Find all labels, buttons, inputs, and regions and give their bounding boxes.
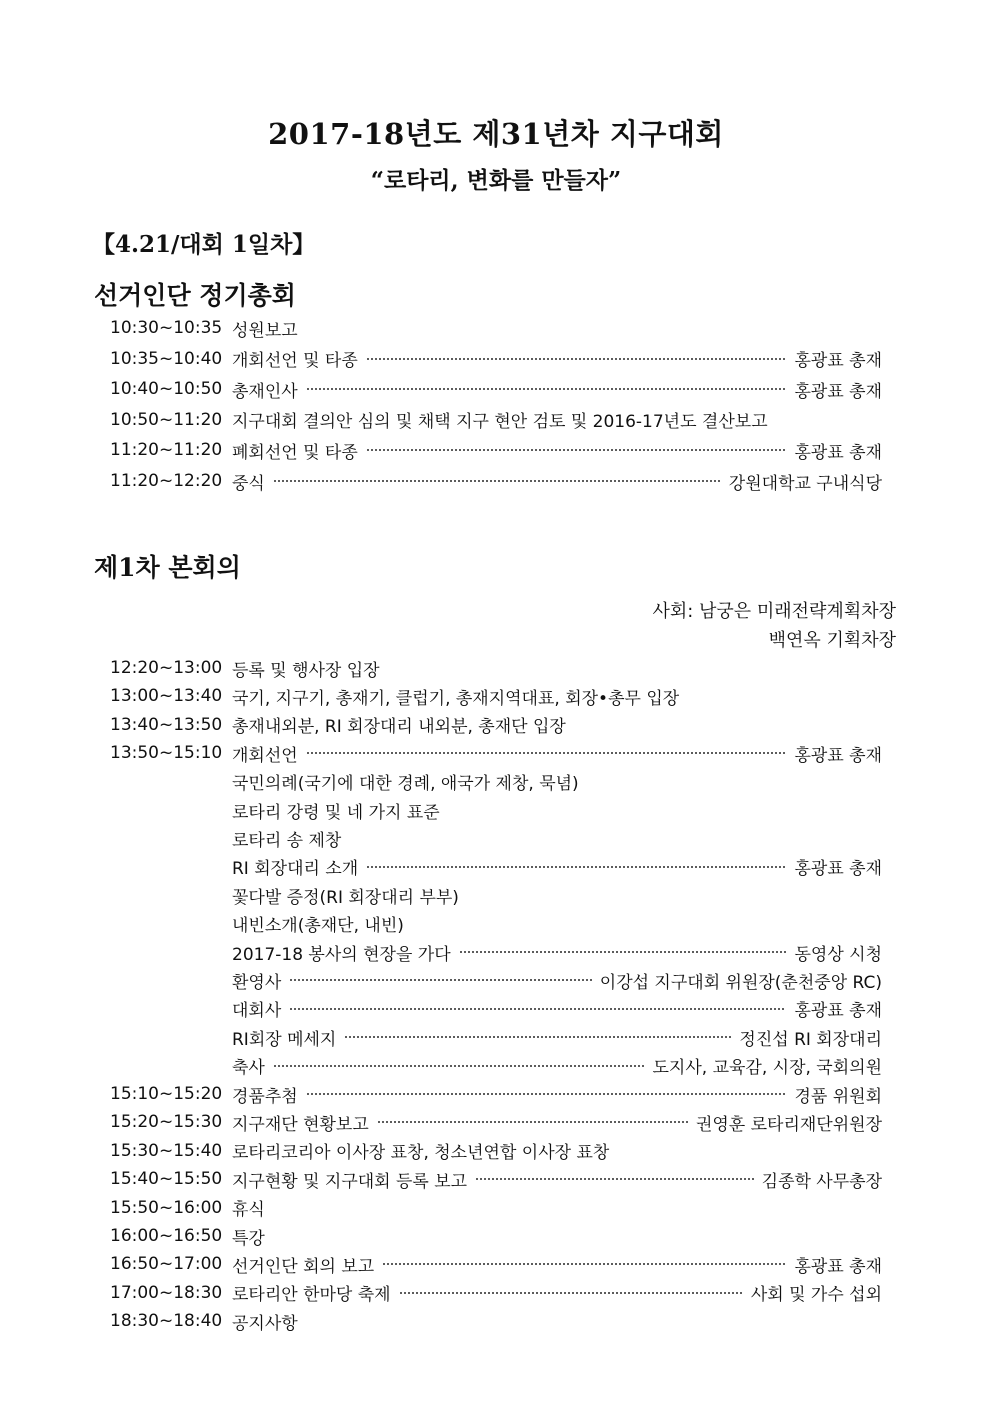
schedule-item: 폐회선언 및 타종 [232,442,358,463]
dot-leader [306,1092,787,1096]
schedule-item: 대회사 [232,1001,282,1022]
schedule-person: 홍광표 총재 [794,381,882,402]
schedule-item: RI 회장대리 소개 [232,859,359,880]
schedule-row [110,467,882,495]
schedule-item: 2017-18 봉사의 현장을 가다 [232,944,451,965]
dot-leader [459,950,787,954]
schedule-row [110,711,882,739]
schedule-item: 휴식 [232,1200,265,1221]
schedule-person: 홍광표 총재 [794,1256,882,1277]
schedule-item: 총재내외분, RI 회장대리 내외분, 총재단 입장 [232,717,566,738]
schedule-item: 개회선언 [232,745,298,766]
schedule-item: 개회선언 및 타종 [232,351,358,372]
schedule-row [110,1222,882,1250]
schedule-item: 꽃다발 증정(RI 회장대리 부부) [232,887,459,908]
schedule-row [110,345,882,373]
schedule-person: 이강섭 지구대회 위원장(춘천중앙 RC) [599,972,882,993]
schedule-item: 등록 및 행사장 입장 [232,660,380,681]
schedule-item: 특강 [232,1228,265,1249]
schedule-time: 10:35~10:40 [110,348,223,369]
schedule-item: 로타리코리아 이사장 표창, 청소년연합 이사장 표창 [232,1143,610,1164]
schedule-row [110,654,882,682]
schedule-item: 선거인단 회의 보고 [232,1256,375,1277]
schedule-person: 홍광표 총재 [794,859,882,880]
dot-leader [366,865,786,869]
schedule-person: 홍광표 총재 [794,442,882,463]
schedule-time: 18:30~18:40 [110,1311,223,1332]
schedule-row [110,1307,882,1335]
schedule-row [110,1080,882,1108]
dot-leader [475,1177,754,1181]
dot-leader [377,1120,688,1124]
schedule-time: 15:10~15:20 [110,1084,223,1104]
schedule-item: 총재인사 [232,381,298,402]
dot-leader [382,1262,786,1266]
schedule-time: 13:40~13:50 [110,714,223,735]
schedule-time: 10:50~11:20 [110,409,223,430]
schedule-item: 국민의례(국기에 대한 경례, 애국가 제창, 묵념) [232,774,579,795]
schedule-person: 도지사, 교육감, 시장, 국회의원 [652,1058,882,1079]
schedule-person: 경품 위원회 [794,1086,882,1107]
dot-leader [289,1007,786,1011]
schedule-person: 사회 및 가수 섭외 [750,1285,882,1306]
section-heading-assembly: 선거인단 정기총회 [94,281,296,310]
schedule-time: 11:20~11:20 [110,440,223,461]
schedule-item: 지구재단 현황보고 [232,1114,369,1135]
schedule-time: 12:20~13:00 [110,658,223,678]
schedule-time: 15:30~15:40 [110,1140,223,1161]
schedule-row [110,1194,882,1222]
schedule-row [110,1023,882,1051]
document-subtitle: “로타리, 변화를 만들자” [370,167,622,194]
schedule-row [110,995,882,1023]
schedule-item: 국기, 지구기, 총재기, 클럽기, 총재지역대표, 회장•총무 입장 [232,688,680,709]
dot-leader [366,357,787,361]
schedule-time: 13:50~15:10 [110,743,223,764]
schedule-time: 10:30~10:35 [110,318,223,338]
dot-leader [273,479,721,483]
schedule-row [110,881,882,909]
schedule-time: 15:40~15:50 [110,1169,223,1190]
section-heading-plenary: 제1차 본회의 [94,553,241,582]
schedule-row [110,910,882,938]
schedule-row [110,375,882,403]
schedule-row [110,824,882,852]
schedule-time: 13:00~13:40 [110,686,223,707]
schedule-row [110,768,882,796]
schedule-person: 동영상 시청 [794,944,882,965]
host-line-2: 백연옥 기획차장 [768,630,896,651]
host-line-1: 사회: 남궁은 미래전략계획차장 [652,601,896,622]
schedule-row [110,739,882,767]
schedule-person: 홍광표 총재 [794,745,882,766]
schedule-person: 정진섭 RI 회장대리 [739,1029,882,1050]
dot-leader [273,1064,645,1068]
schedule-person: 홍광표 총재 [794,1001,882,1022]
dot-leader [399,1291,743,1295]
day-heading: 【4.21/대회 1일차】 [92,231,316,258]
schedule-item: 경품추첨 [232,1086,298,1107]
schedule-item: 로타리 송 제창 [232,830,342,851]
schedule-person: 권영훈 로타리재단위원장 [695,1114,882,1135]
schedule-person: 강원대학교 구내식당 [728,473,882,494]
schedule-row [110,853,882,881]
schedule-time: 17:00~18:30 [110,1282,223,1303]
schedule-item: RI회장 메세지 [232,1029,337,1050]
schedule-row [110,1279,882,1307]
schedule-item: 로타리안 한마당 축제 [232,1285,391,1306]
dot-leader [344,1035,731,1039]
document-title: 2017-18년도 제31년차 지구대회 [268,117,724,151]
schedule-item: 내빈소개(총재단, 내빈) [232,916,404,937]
schedule-row [110,966,882,994]
schedule-row [110,796,882,824]
schedule-time: 10:40~10:50 [110,379,223,400]
schedule-row [110,1250,882,1278]
schedule-row [110,406,882,434]
schedule-row [110,938,882,966]
schedule-time: 11:20~12:20 [110,471,223,491]
schedule-time: 16:00~16:50 [110,1226,223,1246]
schedule-row [110,436,882,464]
schedule-item: 지구현황 및 지구대회 등록 보고 [232,1171,468,1192]
schedule-time: 15:50~16:00 [110,1197,223,1218]
schedule-person: 김종학 사무총장 [761,1171,882,1192]
schedule-time: 16:50~17:00 [110,1254,223,1275]
schedule-row [110,1137,882,1165]
schedule-row [110,682,882,710]
dot-leader [366,448,787,452]
schedule-item: 로타리 강령 및 네 가지 표준 [232,802,440,823]
schedule-row [110,1052,882,1080]
schedule-item: 환영사 [232,972,282,993]
dot-leader [306,751,787,755]
schedule-person: 홍광표 총재 [794,351,882,372]
schedule-item: 축사 [232,1058,265,1079]
schedule-item: 성원보고 [232,320,298,341]
schedule-time: 15:20~15:30 [110,1112,223,1133]
schedule-item: 중식 [232,473,265,494]
dot-leader [289,978,591,982]
schedule-row [110,1108,882,1136]
schedule-row [110,314,882,342]
dot-leader [306,387,787,391]
schedule-row [110,1165,882,1193]
schedule-item: 공지사항 [232,1313,298,1334]
schedule-item: 지구대회 결의안 심의 및 채택 지구 현안 검토 및 2016-17년도 결산보고 [232,412,768,433]
